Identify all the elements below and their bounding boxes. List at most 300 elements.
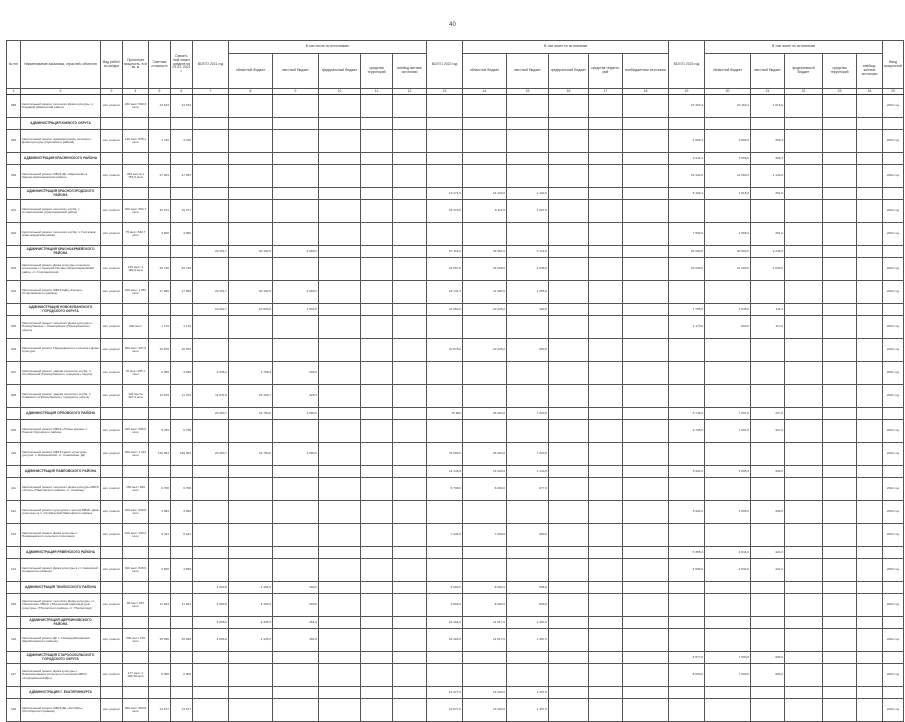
header-sub-2022: областной бюджет: [463, 54, 507, 89]
s21-cell: 928,3: [273, 385, 319, 408]
estimate-cost: 4 596: [149, 559, 171, 582]
s22-cell: [589, 466, 623, 478]
estimate-cost: 17 950: [149, 281, 171, 304]
header-sub-2023: средства территорий: [823, 54, 857, 89]
object-name: Капитальный ремонт здания сельского клуба, п. Октябрьский (Новокубанского городского округа): [21, 362, 101, 385]
s22-cell: 8 094,0: [463, 582, 507, 594]
total-2021: 4 806,0: [193, 617, 229, 629]
header-sub-2023: местный бюджет: [751, 54, 785, 89]
s22-cell: [589, 281, 623, 304]
s22-cell: [507, 547, 549, 559]
financed-limit: 15 590: [171, 629, 193, 652]
s21-cell: [319, 594, 361, 617]
capacity: [123, 246, 149, 258]
s21-cell: [393, 362, 427, 385]
row-number: 417: [7, 664, 21, 687]
s22-cell: [507, 95, 549, 118]
s22-cell: [589, 582, 623, 594]
s22-cell: 29 561,0: [463, 246, 507, 258]
total-2021: [193, 524, 229, 547]
s21-cell: 2 080,0: [273, 443, 319, 466]
s21-cell: [361, 687, 393, 699]
s22-cell: [549, 304, 589, 316]
s22-cell: [589, 443, 623, 466]
s21-cell: [393, 223, 427, 246]
s21-cell: [393, 408, 427, 420]
total-2023: 19 444,0: [669, 165, 705, 188]
s23-cell: [857, 699, 883, 722]
total-2022: 10 052,0: [427, 304, 463, 316]
s22-cell: 3 722,0: [507, 246, 549, 258]
s23-cell: [751, 687, 785, 699]
column-number: 7: [193, 89, 229, 95]
column-number: 19: [669, 89, 705, 95]
total-2021: [193, 130, 229, 153]
total-2022: [427, 362, 463, 385]
total-2022: [427, 95, 463, 118]
s22-cell: [549, 594, 589, 617]
total-2023: 5 355,4: [669, 547, 705, 559]
section-row: [7, 582, 904, 594]
estimate-cost: 6 756: [149, 420, 171, 443]
object-name: Капитальный ремонт сельского Дома культуры, ст. Тбилисская, МБУК «Тбилисский районный дом культуры» (Тбилисского района, ст. Тбилисская): [21, 594, 101, 617]
object-name: Капитальный ремонт сельского клуба, с. Ахтанизовская (Краснодарский район): [21, 200, 101, 223]
s23-cell: [705, 582, 751, 594]
s21-cell: [229, 200, 273, 223]
table-row: [7, 130, 904, 153]
capacity: 177 мест 1 180,35 кв.м: [123, 664, 149, 687]
s21-cell: [319, 629, 361, 652]
s23-cell: [857, 420, 883, 443]
table-row: [7, 664, 904, 687]
s22-cell: [549, 316, 589, 339]
s22-cell: [589, 339, 623, 362]
s21-cell: [229, 339, 273, 362]
s23-cell: [823, 153, 857, 165]
row-number: 403: [7, 258, 21, 281]
s22-cell: [589, 362, 623, 385]
s23-cell: [751, 362, 785, 385]
s22-cell: [549, 165, 589, 188]
s23-cell: [785, 617, 823, 629]
financed-limit: 6 708: [171, 478, 193, 501]
work-type: кап. ремонт: [101, 165, 123, 188]
total-2021: 11 079,0: [193, 385, 229, 408]
table-row: [7, 316, 904, 339]
s21-cell: [229, 420, 273, 443]
s23-cell: 421,0: [751, 559, 785, 582]
s23-cell: [785, 652, 823, 664]
total-2021: 4 660,0: [193, 594, 229, 617]
header-financed: Освоен-ный лимит средств на 01.01. 2021 г.: [171, 41, 193, 89]
estimate-cost: [149, 652, 171, 664]
s23-cell: [823, 165, 857, 188]
s22-cell: [507, 165, 549, 188]
s22-cell: [549, 130, 589, 153]
s22-cell: [463, 223, 507, 246]
work-type: [101, 652, 123, 664]
s23-cell: [857, 687, 883, 699]
s23-cell: 1 066,0: [705, 223, 751, 246]
s22-cell: [463, 316, 507, 339]
header-name: Наименование заказчика, отраслей, объектов: [21, 41, 101, 89]
s22-cell: [623, 524, 669, 547]
s21-cell: [229, 130, 273, 153]
s23-cell: [857, 130, 883, 153]
section-row: [7, 304, 904, 316]
total-2022: 14 677,0: [427, 699, 463, 722]
s23-cell: [705, 200, 751, 223]
s21-cell: [393, 188, 427, 200]
row-number: [7, 118, 21, 130]
s21-cell: [273, 316, 319, 339]
row-number: 412: [7, 501, 21, 524]
column-number: 6: [171, 89, 193, 95]
object-name: Капитальный ремонт сельского Дома культуры, п. Садовый (Шалинский район): [21, 95, 101, 118]
s21-cell: [229, 501, 273, 524]
s21-cell: [229, 118, 273, 130]
s21-cell: [393, 652, 427, 664]
column-number: 10: [319, 89, 361, 95]
deadline: 2022 год: [883, 223, 904, 246]
financed-limit: 47 453: [171, 165, 193, 188]
s22-cell: [589, 200, 623, 223]
financed-limit: 11 079: [171, 385, 193, 408]
estimate-cost: 15 590: [149, 629, 171, 652]
s22-cell: [549, 153, 589, 165]
s22-cell: 63 000,0: [463, 443, 507, 466]
section-title: АДМИНИСТРАЦИЯ ОРЛОВСКОГО РАЙОНА: [21, 408, 101, 420]
s22-cell: [623, 652, 669, 664]
total-2021: [193, 652, 229, 664]
table-row: [7, 501, 904, 524]
s21-cell: [319, 200, 361, 223]
total-2021: [193, 153, 229, 165]
s22-cell: 806,0: [507, 582, 549, 594]
s22-cell: [507, 223, 549, 246]
s21-cell: [273, 420, 319, 443]
s22-cell: [623, 130, 669, 153]
work-type: [101, 547, 123, 559]
s23-cell: [785, 443, 823, 466]
s21-cell: [229, 153, 273, 165]
s22-cell: [623, 443, 669, 466]
total-2021: [193, 339, 229, 362]
s23-cell: [823, 130, 857, 153]
s23-cell: [823, 582, 857, 594]
s22-cell: [463, 95, 507, 118]
row-number: 418: [7, 699, 21, 722]
s22-cell: [549, 478, 589, 501]
s23-cell: [785, 362, 823, 385]
s21-cell: 4 166,0: [229, 582, 273, 594]
s22-cell: 10 225,2: [463, 304, 507, 316]
section-title: АДМИНИСТРАЦИЯ КРАСНЕНСКОГО РАЙОНА: [21, 153, 101, 165]
estimate-cost: 11 079: [149, 385, 171, 408]
s23-cell: [857, 547, 883, 559]
total-2022: 15 372,0: [427, 200, 463, 223]
deadline: 2022 год: [883, 281, 904, 304]
s21-cell: [393, 443, 427, 466]
s21-cell: [393, 118, 427, 130]
capacity: 100 мест 1 087 кв.м: [123, 281, 149, 304]
s23-cell: [823, 664, 857, 687]
s22-cell: [549, 559, 589, 582]
financed-limit: 4 700: [171, 130, 193, 153]
s23-cell: [785, 699, 823, 722]
s23-cell: 7 001,0: [705, 420, 751, 443]
work-type: [101, 408, 123, 420]
s22-cell: [623, 582, 669, 594]
section-row: [7, 118, 904, 130]
s22-cell: [463, 153, 507, 165]
financed-limit: 14 677: [171, 699, 193, 722]
s22-cell: [623, 304, 669, 316]
section-row: [7, 408, 904, 420]
s21-cell: 20 164,5: [229, 281, 273, 304]
s23-cell: [785, 408, 823, 420]
table-header: [7, 41, 904, 89]
estimate-cost: [149, 304, 171, 316]
total-2021: [193, 223, 229, 246]
s23-cell: [857, 362, 883, 385]
s22-cell: 11 000,0: [463, 281, 507, 304]
s23-cell: [785, 165, 823, 188]
total-2023: 8 977,0: [669, 652, 705, 664]
s21-cell: [361, 165, 393, 188]
s22-cell: [507, 420, 549, 443]
financed-limit: [171, 687, 193, 699]
s21-cell: [319, 420, 361, 443]
s21-cell: [393, 559, 427, 582]
estimate-cost: 1 170: [149, 316, 171, 339]
total-2022: 15 141,3: [427, 281, 463, 304]
s21-cell: [361, 95, 393, 118]
object-name: Капитальный ремонт Дома культуры в ст. Северской (Северского района): [21, 559, 101, 582]
s21-cell: [361, 501, 393, 524]
header-type: Вид работ/по-мощно: [101, 41, 123, 89]
table-row: [7, 629, 904, 652]
table-row: [7, 281, 904, 304]
total-2023: 6 795,0: [669, 420, 705, 443]
s22-cell: [589, 153, 623, 165]
row-number: 406: [7, 339, 21, 362]
row-number: [7, 582, 21, 594]
s23-cell: [785, 281, 823, 304]
s22-cell: [589, 687, 623, 699]
row-number: 404: [7, 281, 21, 304]
s22-cell: [623, 559, 669, 582]
total-2022: [427, 316, 463, 339]
column-number: 4: [123, 89, 149, 95]
object-name: Капитальный ремонт Дома культуры с. Новониколаевка (сельского поселения МБУК «Староминский ДК»): [21, 664, 101, 687]
s22-cell: [549, 258, 589, 281]
s22-cell: [623, 408, 669, 420]
s23-cell: [705, 699, 751, 722]
s23-cell: [857, 200, 883, 223]
s23-cell: [785, 130, 823, 153]
s21-cell: [393, 339, 427, 362]
s21-cell: 2 083,2: [273, 246, 319, 258]
table-row: [7, 699, 904, 722]
s22-cell: [549, 118, 589, 130]
s23-cell: [823, 629, 857, 652]
capacity: 120 мест 536,1 кв.м: [123, 130, 149, 153]
s21-cell: 21 750,0: [229, 443, 273, 466]
object-name: Капитальный ремонт сельского Дома культуры с. Новокубанское г. Новокубанск (Новокубанского округа): [21, 316, 101, 339]
financed-limit: 4 596: [171, 559, 193, 582]
s22-cell: 13 000,0: [463, 466, 507, 478]
deadline: [883, 582, 904, 594]
column-number: 14: [463, 89, 507, 95]
total-2021: 23 003,7: [193, 443, 229, 466]
financed-limit: 4 645: [171, 362, 193, 385]
s22-cell: [463, 118, 507, 130]
work-type: [101, 466, 123, 478]
s22-cell: [463, 652, 507, 664]
s22-cell: [463, 165, 507, 188]
table-row: [7, 258, 904, 281]
s21-cell: [361, 524, 393, 547]
estimate-cost: 10 876: [149, 339, 171, 362]
s23-cell: [785, 594, 823, 617]
section-row: [7, 617, 904, 629]
s23-cell: 10 163,4: [705, 95, 751, 118]
capacity: 230 мест 590,3 кв.м: [123, 95, 149, 118]
section-title: АДМИНИСТРАЦИЯ ЩЕРБИНОВСКОГО РАЙОНА: [21, 617, 101, 629]
total-2021: [193, 699, 229, 722]
s23-cell: 3 595,0: [705, 501, 751, 524]
s21-cell: 460,0: [273, 582, 319, 594]
s21-cell: [319, 466, 361, 478]
capacity: 200 мест 530,8 кв.м: [123, 501, 149, 524]
s23-cell: [823, 652, 857, 664]
header-estimate: Сметная стоимость: [149, 41, 171, 89]
total-2023: [669, 443, 705, 466]
s22-cell: [623, 617, 669, 629]
object-name: Капитальный ремонт МБУК КДЦ «Гнездо» (Староминского района): [21, 281, 101, 304]
financed-limit: [171, 153, 193, 165]
work-type: кап. ремонт: [101, 594, 123, 617]
s21-cell: [319, 524, 361, 547]
object-name: Капитальный ремонт Надеждинского сельского Дома культуры: [21, 339, 101, 362]
s23-cell: [857, 246, 883, 258]
object-name: Капитальный ремонт МБУК ДК «Заречный» в Красно-Краснодарском районе: [21, 165, 101, 188]
s23-cell: [857, 223, 883, 246]
table-row: [7, 420, 904, 443]
s23-cell: [785, 258, 823, 281]
total-2022: 9 962,0: [427, 582, 463, 594]
s23-cell: [857, 466, 883, 478]
s23-cell: [823, 408, 857, 420]
s21-cell: [319, 362, 361, 385]
s21-cell: [319, 652, 361, 664]
s21-cell: [393, 524, 427, 547]
total-2023: [669, 478, 705, 501]
s21-cell: [361, 223, 393, 246]
estimate-cost: [149, 153, 171, 165]
total-2021: [193, 664, 229, 687]
s21-cell: 1 064,5: [273, 304, 319, 316]
work-type: кап. ремонт: [101, 629, 123, 652]
capacity: 300 мест 693,7 кв.м: [123, 200, 149, 223]
s21-cell: [393, 316, 427, 339]
s21-cell: [273, 339, 319, 362]
total-2023: 1 170,0: [669, 316, 705, 339]
s22-cell: [549, 466, 589, 478]
total-2022: 10 876,0: [427, 339, 463, 362]
s23-cell: [857, 188, 883, 200]
s22-cell: 650,0: [507, 339, 549, 362]
s23-cell: [857, 258, 883, 281]
work-type: кап. ремонт: [101, 200, 123, 223]
total-2022: [427, 664, 463, 687]
s21-cell: [361, 281, 393, 304]
column-number: 21: [751, 89, 785, 95]
s21-cell: [273, 524, 319, 547]
section-title: АДМИНИСТРАЦИЯ СТАРООСКОЛЬСКОГО ГОРОДСКОГО ОКРУГА: [21, 652, 101, 664]
header-group-2023: В том числе по источникам: [705, 41, 883, 54]
s23-cell: [751, 524, 785, 547]
s23-cell: [823, 188, 857, 200]
s21-cell: [319, 408, 361, 420]
capacity: [123, 652, 149, 664]
header-sub-2021: местный бюджет: [273, 54, 319, 89]
s22-cell: [507, 664, 549, 687]
s22-cell: [589, 478, 623, 501]
header-total-2022: ВСЕГО 2022 год: [427, 41, 463, 89]
s21-cell: [319, 316, 361, 339]
column-number: 8: [229, 89, 273, 95]
s23-cell: [785, 95, 823, 118]
s23-cell: [705, 281, 751, 304]
s21-cell: [393, 246, 427, 258]
total-2021: [193, 258, 229, 281]
s23-cell: [823, 316, 857, 339]
work-type: [101, 304, 123, 316]
s21-cell: 4 325,0: [229, 617, 273, 629]
s21-cell: [273, 687, 319, 699]
s23-cell: 7 600,0: [705, 664, 751, 687]
capacity: 120 мест 1 182,9 кв.м: [123, 258, 149, 281]
header-sub-2021: средства территорий: [361, 54, 393, 89]
s22-cell: 8 114,0: [463, 200, 507, 223]
work-type: [101, 118, 123, 130]
object-name: Капитальный ремонт здания сельского клуба, с. Отважного (Новокубанского городского округа): [21, 385, 101, 408]
s22-cell: [589, 629, 623, 652]
s23-cell: [823, 524, 857, 547]
estimate-cost: [149, 547, 171, 559]
s21-cell: [361, 246, 393, 258]
row-number: 405: [7, 316, 21, 339]
s21-cell: [229, 664, 273, 687]
total-2022: 16 304,0: [427, 617, 463, 629]
s22-cell: [589, 617, 623, 629]
s22-cell: [623, 420, 669, 443]
estimate-cost: [149, 466, 171, 478]
s21-cell: [319, 281, 361, 304]
s22-cell: 1 487,0: [507, 617, 549, 629]
s22-cell: 400,0: [507, 304, 549, 316]
s22-cell: [589, 316, 623, 339]
s23-cell: [857, 316, 883, 339]
capacity: [123, 188, 149, 200]
total-2022: 76 000: [427, 408, 463, 420]
total-2022: 22 557,0: [427, 258, 463, 281]
s23-cell: [785, 524, 823, 547]
column-number: 9: [273, 89, 319, 95]
s22-cell: [507, 385, 549, 408]
